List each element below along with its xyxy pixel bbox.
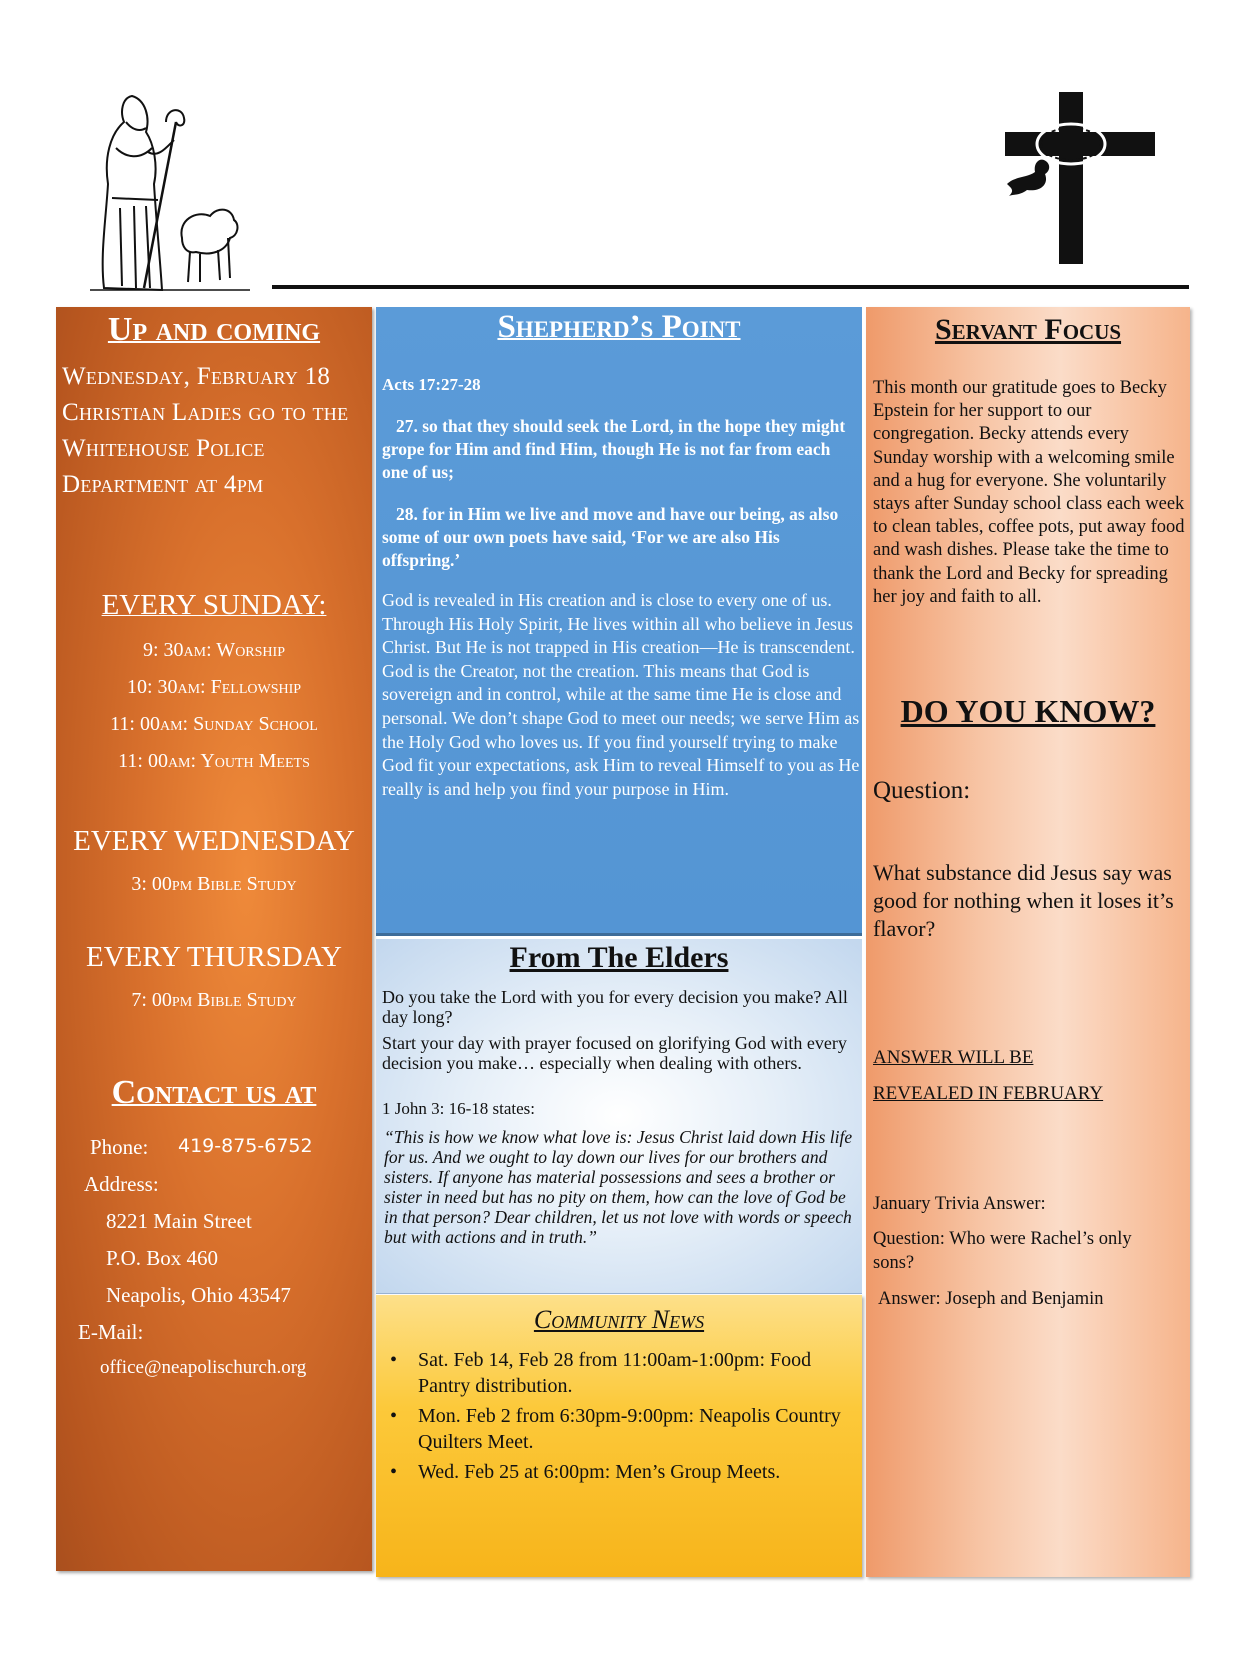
up-and-coming-heading: Up and coming [107,311,321,348]
email-link[interactable]: office@neapolischurch.org [100,1357,307,1378]
list-item: • Mon. Feb 2 from 6:30pm-9:00pm: Neapolis Country Quilters Meet. [384,1403,856,1455]
cross-with-dove-and-crown-of-thorns-icon [1005,92,1155,264]
community-news-heading: Community News [533,1305,705,1334]
trivia-question: Question: Who were Rachel’s only sons? [873,1229,1132,1273]
every-thursday-heading: EVERY THURSDAY [86,941,342,973]
right-column [866,307,1190,1577]
address-po-box: P.O. Box 460 [106,1246,219,1270]
community-news-section [376,1295,862,1577]
elders-paragraph-2: Start your day with prayer focused on glorifying God with every decision you make… especially when dealing with others. [382,1033,847,1073]
phone-label: Phone: [90,1135,149,1159]
servant-focus-body: This month our gratitude goes to Becky Epstein for her support to our congregation. Becky attends every Sunday worship with a welcoming smile and a hug for everyone. She voluntarily stays after Sunday school class each week to clean tables, coffee pots, put away food and wash dishes. Please take the time to thank the Lord and Becky for spreading her joy and faith to all. [873,378,1185,607]
header-divider [272,285,1189,289]
youth-meets-item: 11: 00am: Youth Meets [118,750,310,772]
elders-scripture-ref: 1 John 3: 16-18 states: [382,1099,535,1118]
do-you-know-heading: DO YOU KNOW? [900,693,1156,729]
elders-paragraph-1: Do you take the Lord with you for every decision you make? All day long? [382,987,848,1027]
elders-quote: “This is how we know what love is: Jesus Christ laid down His life for us. And we ought to lay down our lives for our brothers and sisters. If anyone has material possessions and sees a brother or sister in need but has no pity on them, how can the love of God be in that person? Dear children, let us not love with words or speech but with actions and in truth.” [384,1127,853,1247]
shepherds-point-body: God is revealed in His creation and is close to every one of us. Through His Holy Spirit, He lives within all who believe in Jesus Christ. But He is not trapped in His creation—He is transcendent. God is the Creator, not the creation. This means that God is sovereign and in control, while at the same time He is close and personal. We don’t shape God to meet our needs; we serve Him as the Holy God who loves us. If you find yourself trying to make God fit your expectations, ask Him to reveal Himself to you as He really is and help you find your purpose in Him. [382,590,860,799]
phone-number: 419-875-6752 [178,1135,313,1157]
question-text: What substance did Jesus say was good for nothing when it loses it’s flavor? [873,860,1174,941]
sunday-fellowship-item: 10: 30am: Fellowship [126,676,302,698]
address-label: Address: [84,1172,159,1196]
from-the-elders-section [376,939,862,1294]
up-and-coming-event: Wednesday, February 18 Christian Ladies go to the Whitehouse Police Department at 4pm [62,363,349,498]
shepherd-with-lamb-illustration [70,88,270,298]
elders-heading: From The Elders [509,941,729,974]
shepherds-point-heading: Shepherd’s Point [497,309,741,345]
answer-notice-line-2: REVEALED IN FEBRUARY [873,1083,1104,1104]
wednesday-bible-study-item: 3: 00pm Bible Study [131,873,297,895]
list-item: • Sat. Feb 14, Feb 28 from 11:00am-1:00pm: Food Pantry distribution. [384,1347,856,1399]
sunday-school-item: 11: 00am: Sunday School [110,713,318,735]
question-label: Question: [873,777,971,804]
left-column-schedule [56,307,372,1571]
answer-notice-line-1: ANSWER WILL BE [873,1047,1034,1068]
trivia-answer-label: January Trivia Answer: [873,1194,1046,1214]
servant-focus-heading: Servant Focus [934,313,1122,346]
thursday-bible-study-item: 7: 00pm Bible Study [131,989,297,1011]
every-sunday-heading: EVERY SUNDAY: [101,589,327,621]
trivia-answer: Answer: Joseph and Benjamin [878,1289,1104,1309]
email-label: E-Mail: [78,1320,144,1344]
address-city: Neapolis, Ohio 43547 [106,1283,291,1307]
list-item: • Wed. Feb 25 at 6:00pm: Men’s Group Meets. [384,1459,856,1485]
shepherds-point-section [376,307,862,936]
every-wednesday-heading: EVERY WEDNESDAY [73,825,355,857]
verse-28: 28. for in Him we live and move and have our being, as also some of our own poets have said, ‘For we are also His offspring.’ [382,504,839,570]
address-street: 8221 Main Street [106,1209,252,1233]
community-news-list [384,1347,856,1489]
verse-27: 27. so that they should seek the Lord, in the hope they might grope for Him and find Him, though He is not far from each one of us; [382,416,846,482]
contact-heading: Contact us at [111,1074,317,1111]
sunday-worship-item: 9: 30am: Worship [143,639,285,661]
scripture-reference: Acts 17:27-28 [382,375,481,394]
